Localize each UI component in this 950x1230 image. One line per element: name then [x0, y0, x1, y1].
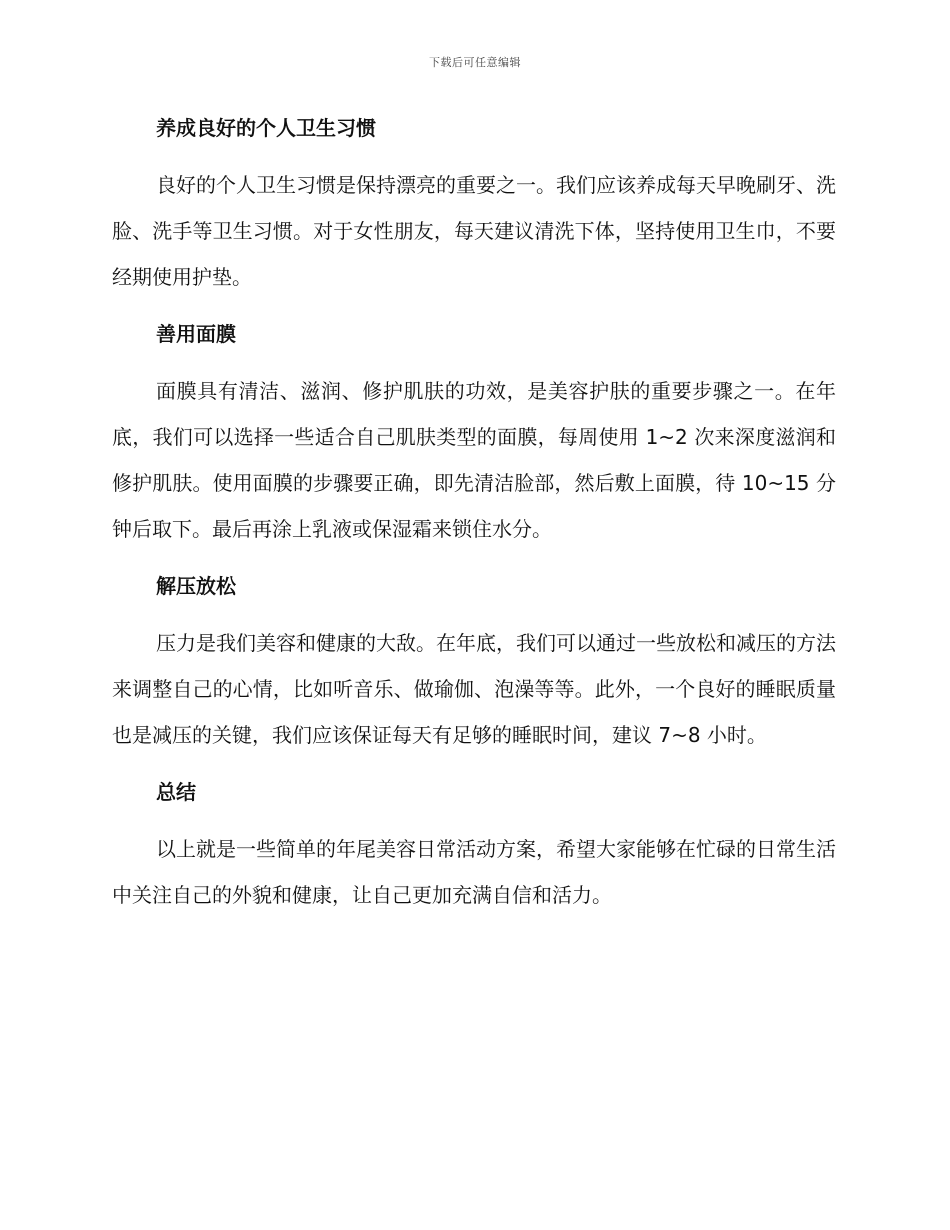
section-paragraph: 良好的个人卫生习惯是保持漂亮的重要之一。我们应该养成每天早晚刷牙、洗脸、洗手等卫生习惯。对于女性朋友，每天建议清洗下体，坚持使用卫生巾，不要经期使用护垫。 [112, 173, 836, 289]
page-header-note: 下载后可任意编辑 [429, 56, 521, 69]
section-paragraph: 面膜具有清洁、滋润、修护肌肤的功效，是美容护肤的重要步骤之一。在年底，我们可以选择一些适合自己肌肤类型的面膜，每周使用 1~2 次来深度滋润和修护肌肤。使用面膜的步骤要正确，即先清洁脸部，然后敷上面膜，待 10~15 分钟后取下。最后再涂上乳液或保湿霜来锁住水分。 [112, 379, 836, 541]
section-paragraph: 以上就是一些简单的年尾美容日常活动方案，希望大家能够在忙碌的日常生活中关注自己的外貌和健康，让自己更加充满自信和活力。 [112, 837, 836, 907]
section-face-mask [112, 318, 836, 552]
section-paragraph: 压力是我们美容和健康的大敌。在年底，我们可以通过一些放松和减压的方法来调整自己的心情，比如听音乐、做瑜伽、泡澡等等。此外，一个良好的睡眠质量也是减压的关键，我们应该保证每天有足够的睡眠时间，建议 7~8 小时。 [112, 631, 836, 747]
document-body [112, 112, 836, 936]
section-personal-hygiene [112, 112, 836, 300]
section-heading: 总结 [156, 780, 196, 804]
section-relaxation [112, 570, 836, 758]
section-heading: 解压放松 [156, 574, 236, 598]
section-heading: 养成良好的个人卫生习惯 [156, 116, 376, 140]
section-heading: 善用面膜 [156, 322, 236, 346]
section-summary [112, 776, 836, 918]
